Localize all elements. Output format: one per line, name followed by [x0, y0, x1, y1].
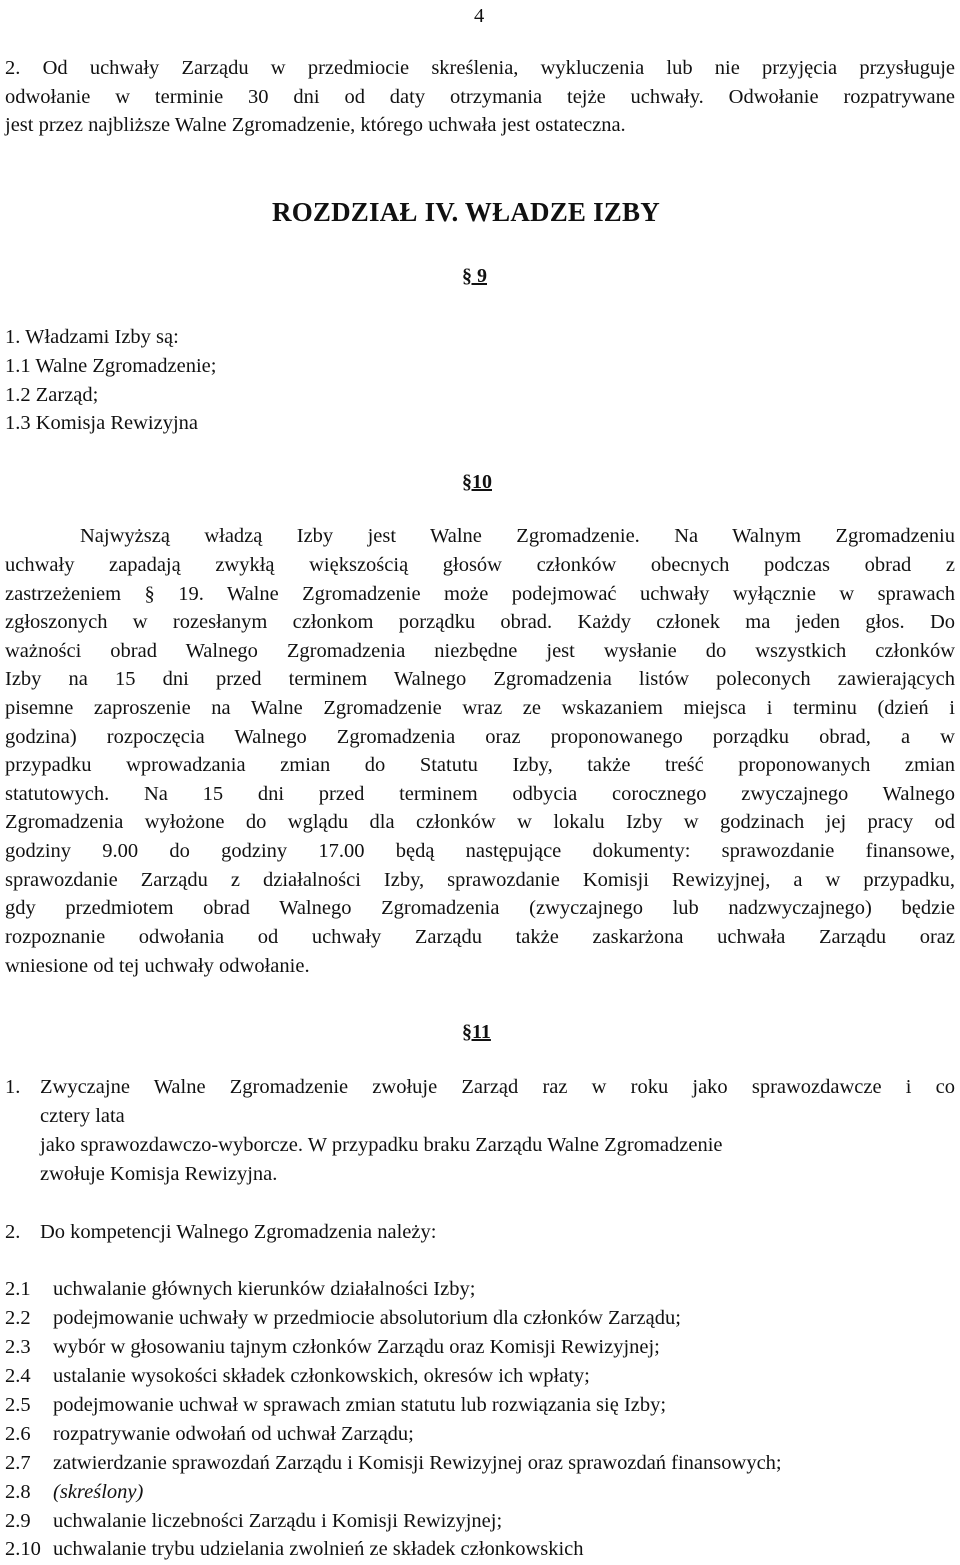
competence-text: podejmowanie uchwały w przedmiocie absolutorium dla członków Zarządu; — [53, 1307, 681, 1329]
competence-item — [5, 1449, 782, 1478]
paragraph-line: odwołanie w terminie 30 dni od daty otrzymania tejże uchwały. Odwołanie rozpatrywane — [5, 85, 955, 108]
competence-number: 2.4 — [5, 1365, 31, 1387]
competence-text: uchwalanie głównych kierunków działalności Izby; — [53, 1278, 476, 1300]
paragraph-line: gdy przedmiotem obrad Walnego Zgromadzenia (zwyczajnego lub nadzwyczajnego) będzie — [5, 897, 955, 920]
paragraph-line: wniesione od tej uchwały odwołanie. — [5, 955, 310, 977]
competence-text: uchwalanie liczebności Zarządu i Komisji Rewizyjnej; — [53, 1510, 503, 1532]
item-2-text: Do kompetencji Walnego Zgromadzenia należy: — [40, 1221, 437, 1243]
section-10-first-line — [80, 522, 955, 551]
item-1 — [40, 1073, 955, 1102]
item-1-number: 1. — [5, 1076, 21, 1098]
competence-number: 2.2 — [5, 1307, 31, 1329]
paragraph-line: ważności obrad Walnego Zgromadzenia niezbędne jest wysłanie do wszystkich członków — [5, 639, 955, 662]
competence-item — [5, 1275, 475, 1304]
item-1-line: jako sprawozdawczo-wyborcze. W przypadku braku Zarządu Walne Zgromadzenie — [40, 1134, 723, 1156]
competence-number: 2.1 — [5, 1278, 31, 1300]
chapter-heading: ROZDZIAŁ IV. WŁADZE IZBY — [272, 197, 660, 227]
competence-number: 2.3 — [5, 1336, 31, 1358]
competence-item — [5, 1362, 590, 1391]
section-10-mark: §10 — [462, 471, 492, 493]
authority-list-item: 1.2 Zarząd; — [5, 384, 99, 406]
competence-text: podejmowanie uchwał w sprawach zmian statutu lub rozwiązania się Izby; — [53, 1394, 667, 1416]
paragraph-line: Najwyższą władzą Izby jest Walne Zgromadzenie. Na Walnym Zgromadzeniu — [80, 525, 955, 547]
item-1-line: cztery lata — [40, 1105, 125, 1127]
section-10-paragraph — [5, 551, 955, 951]
paragraph-line: rozpoznanie odwołania od uchwały Zarządu także zaskarżona uchwała Zarządu oraz — [5, 925, 955, 948]
competence-number: 2.7 — [5, 1452, 31, 1474]
paragraph-line: Izby na 15 dni przed terminem Walnego Zgromadzenia listów poleconych zawierających — [5, 668, 955, 691]
competence-item — [5, 1507, 502, 1536]
paragraph-line: sprawozdanie Zarządu z działalności Izby, sprawozdanie Komisji Rewizyjnej, a w przypadku, — [5, 868, 955, 891]
paragraph-line: zgłoszonych w rozesłanym członkom porządku obrad. Każdy członek ma jeden głos. Do — [5, 611, 955, 634]
paragraph-line: godziny 9.00 do godziny 17.00 będą następujące dokumenty: sprawozdanie finansowe, — [5, 839, 955, 862]
competence-item — [5, 1304, 681, 1333]
competence-text: (skreślony) — [53, 1481, 144, 1503]
competence-text: wybór w głosowaniu tajnym członków Zarządu oraz Komisji Rewizyjnej; — [53, 1336, 660, 1358]
paragraph-line: uchwały zapadają zwykłą większością głosów członków obecnych podczas obrad z — [5, 554, 955, 576]
competence-text: ustalanie wysokości składek członkowskich, okresów ich wpłaty; — [53, 1365, 590, 1387]
paragraph-line: jest przez najbliższe Walne Zgromadzenie, którego uchwała jest ostateczna. — [5, 114, 626, 136]
page-number: 4 — [474, 5, 485, 27]
paragraph-line: pisemne zaproszenie na Walne Zgromadzenie wraz ze wskazaniem miejsca i terminu (dzień i — [5, 696, 955, 719]
paragraph-line: statutowych. Na 15 dni przed terminem odbycia corocznego zwyczajnego Walnego — [5, 782, 955, 805]
paragraph-line: 2. Od uchwały Zarządu w przedmiocie skreślenia, wykluczenia lub nie przyjęcia przysługuje — [5, 57, 955, 79]
competence-item — [5, 1478, 143, 1507]
paragraph-line: Zgromadzenia wyłożone do wglądu dla członków w lokalu Izby w godzinach jej pracy od — [5, 811, 955, 834]
competence-text: rozpatrywanie odwołań od uchwał Zarządu; — [53, 1423, 414, 1445]
competence-item — [5, 1535, 584, 1564]
competence-number: 2.10 — [5, 1538, 41, 1560]
competence-number: 2.6 — [5, 1423, 31, 1445]
authority-list-item: 1.3 Komisja Rewizyjna — [5, 412, 199, 434]
top-paragraph — [5, 54, 955, 111]
section-9-mark: § 9 — [462, 265, 487, 287]
competence-number: 2.5 — [5, 1394, 31, 1416]
paragraph-line: zastrzeżeniem § 19. Walne Zgromadzenie może podejmować uchwały wyłącznie w sprawach — [5, 582, 955, 605]
authority-list-intro: 1. Władzami Izby są: — [5, 326, 179, 348]
section-11-mark: §11 — [462, 1021, 491, 1043]
authority-list-item: 1.1 Walne Zgromadzenie; — [5, 355, 217, 377]
competence-text: uchwalanie trybu udzielania zwolnień ze składek członkowskich — [53, 1538, 584, 1560]
paragraph-line: godzina) rozpoczęcia Walnego Zgromadzenia oraz proponowanego porządku obrad, a w — [5, 725, 955, 748]
competence-number: 2.9 — [5, 1510, 31, 1532]
competence-item — [5, 1420, 414, 1449]
competence-text: zatwierdzanie sprawozdań Zarządu i Komisji Rewizyjnej oraz sprawozdań finansowych; — [53, 1452, 782, 1474]
item-2-number: 2. — [5, 1221, 21, 1243]
competence-number: 2.8 — [5, 1481, 31, 1503]
competence-item — [5, 1391, 666, 1420]
item-1-line: zwołuje Komisja Rewizyjna. — [40, 1163, 278, 1185]
item-1-line: Zwyczajne Walne Zgromadzenie zwołuje Zarząd raz w roku jako sprawozdawcze i co — [40, 1076, 955, 1098]
competence-item — [5, 1333, 660, 1362]
paragraph-line: przypadku wprowadzania zmian do Statutu Izby, także treść proponowanych zmian — [5, 754, 955, 777]
